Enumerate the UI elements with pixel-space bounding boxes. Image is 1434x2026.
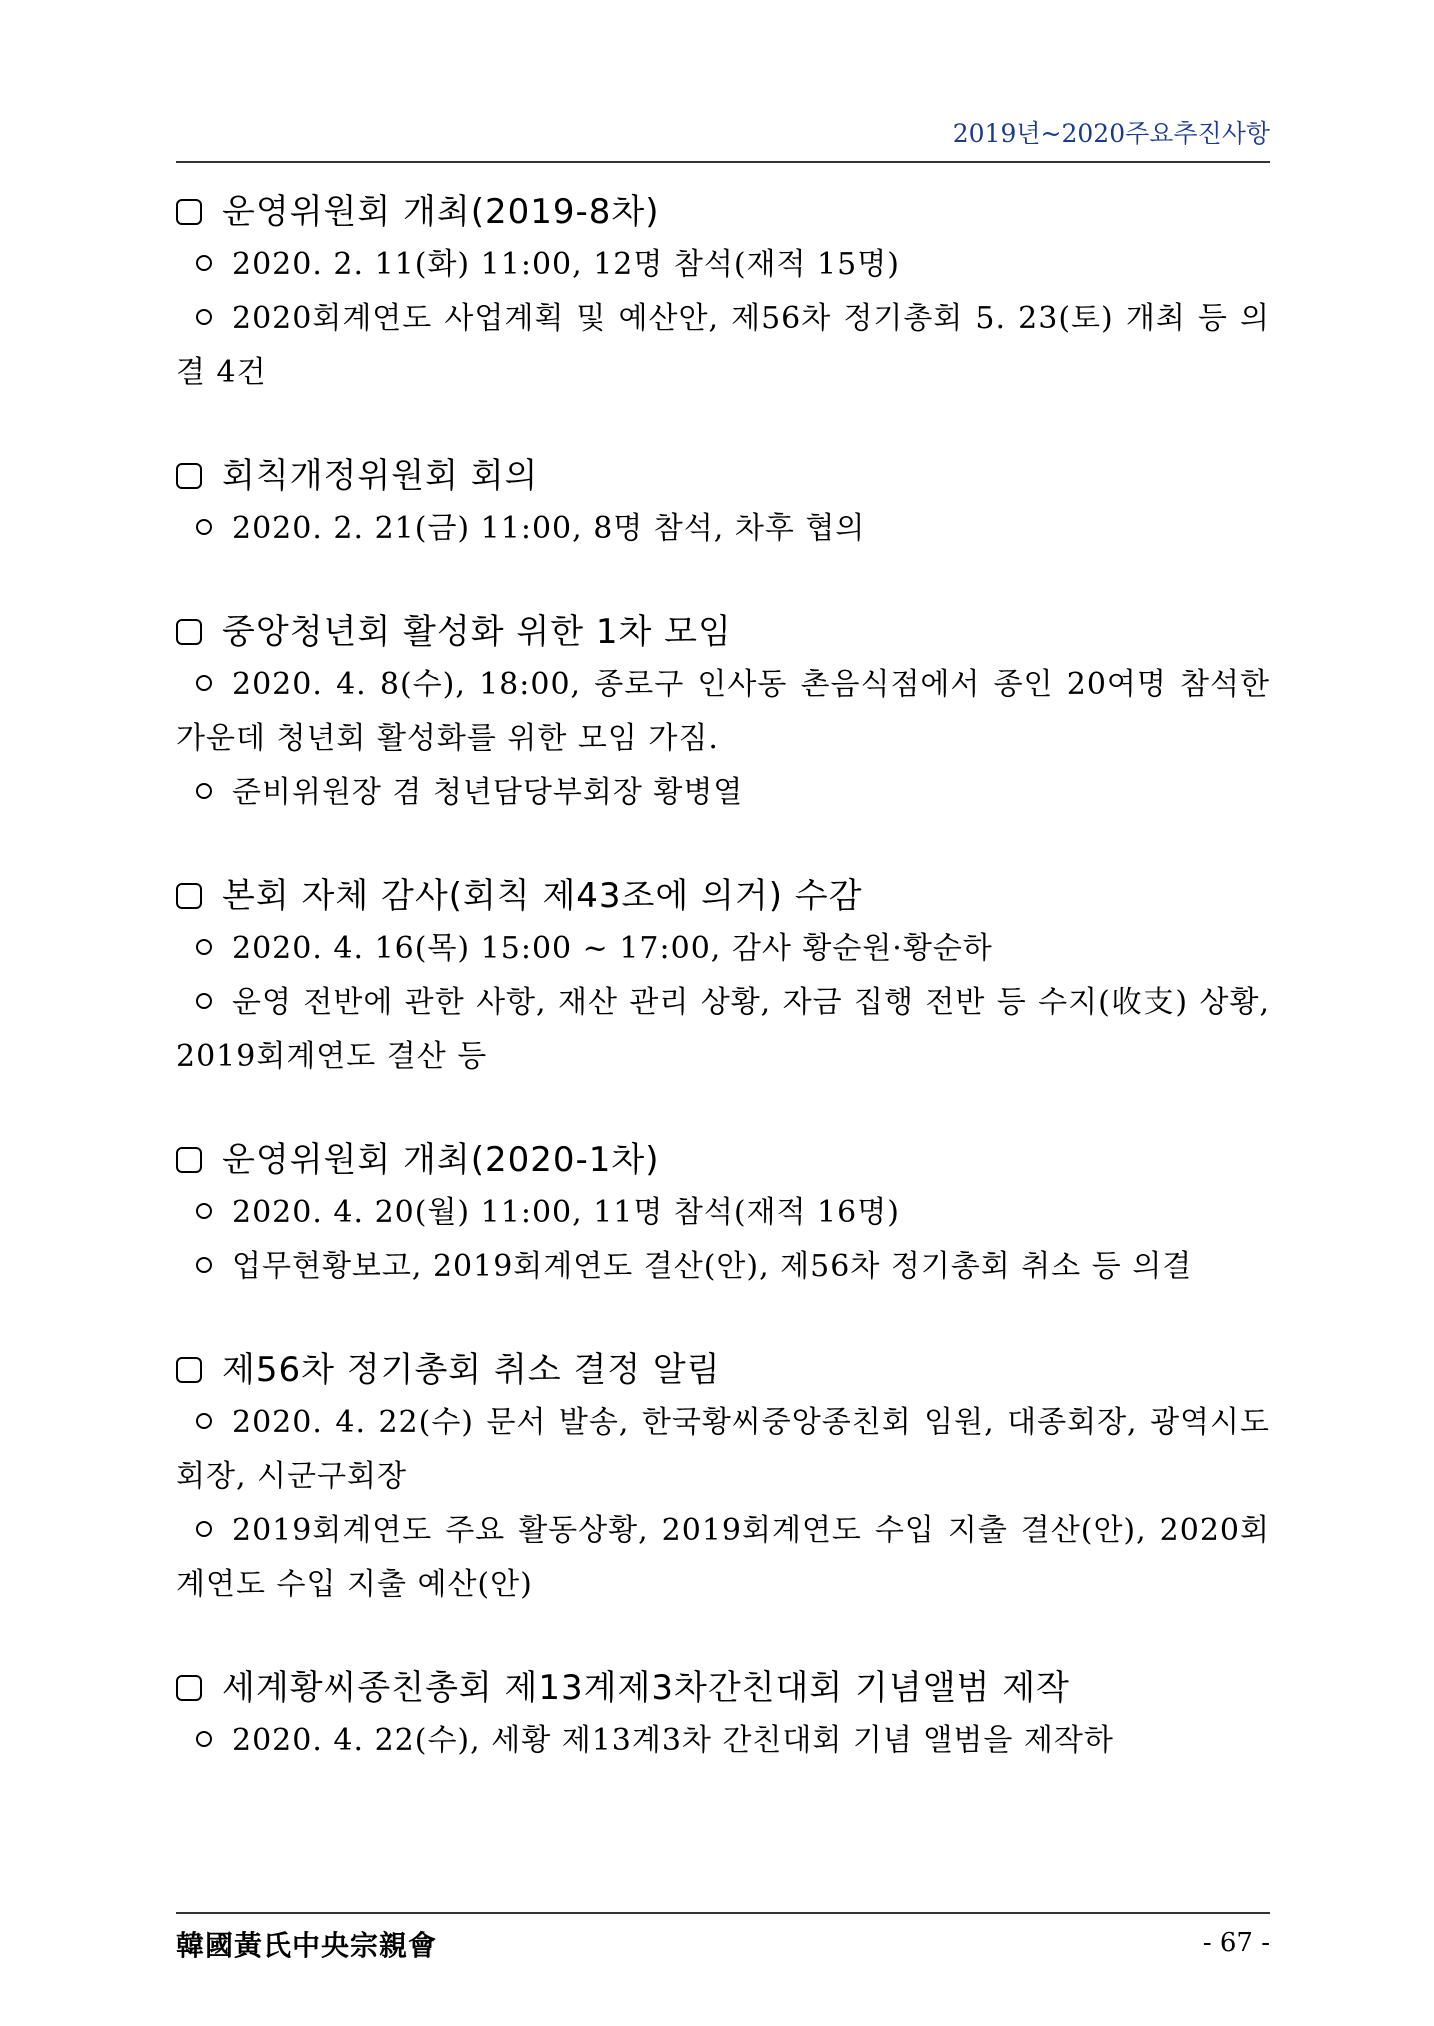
circle-bullet-icon xyxy=(196,1521,212,1537)
circle-bullet-icon xyxy=(196,1413,212,1429)
circle-bullet-icon xyxy=(196,309,212,325)
list-item xyxy=(176,238,1270,292)
list-item xyxy=(176,502,1270,556)
empty-square-icon xyxy=(176,619,202,645)
footer-organization-name: 韓國黃氏中央宗親會 xyxy=(176,1929,438,1962)
section-heading xyxy=(176,186,1270,238)
list-item-text: 2020. 4. 22(수), 세황 제13계3차 간친대회 기념 앨범을 제작하 xyxy=(232,1723,1114,1758)
page-header-title: 2019년~2020주요추진사항 xyxy=(952,119,1270,148)
empty-square-icon xyxy=(176,883,202,909)
section xyxy=(176,186,1270,400)
list-item xyxy=(176,1504,1270,1612)
circle-bullet-icon xyxy=(196,1257,212,1273)
section-title-text: 회칙개정위원회 회의 xyxy=(222,456,539,496)
list-item xyxy=(176,922,1270,976)
list-item-text: 운영 전반에 관한 사항, 재산 관리 상황, 자금 집행 전반 등 수지(收支) 상황, 2019회계연도 결산 등 xyxy=(176,985,1270,1074)
page-number: - 67 - xyxy=(1202,1928,1270,1958)
list-item xyxy=(176,1240,1270,1294)
list-item-text: 준비위원장 겸 청년담당부회장 황병열 xyxy=(232,775,744,810)
section xyxy=(176,450,1270,556)
circle-bullet-icon xyxy=(196,1731,212,1747)
empty-square-icon xyxy=(176,1675,202,1701)
section xyxy=(176,1344,1270,1612)
list-item xyxy=(176,1714,1270,1768)
header-divider xyxy=(176,161,1270,163)
section-heading xyxy=(176,606,1270,658)
section-heading xyxy=(176,1662,1270,1714)
footer-divider xyxy=(176,1912,1270,1914)
circle-bullet-icon xyxy=(196,1203,212,1219)
circle-bullet-icon xyxy=(196,783,212,799)
circle-bullet-icon xyxy=(196,255,212,271)
circle-bullet-icon xyxy=(196,519,212,535)
empty-square-icon xyxy=(176,463,202,489)
document-body xyxy=(176,186,1270,1818)
list-item xyxy=(176,766,1270,820)
list-item xyxy=(176,658,1270,766)
list-item xyxy=(176,292,1270,400)
section-title-text: 운영위원회 개최(2020-1차) xyxy=(222,1140,660,1180)
section xyxy=(176,870,1270,1084)
empty-square-icon xyxy=(176,1147,202,1173)
section-title-text: 운영위원회 개최(2019-8차) xyxy=(222,192,660,232)
section-heading xyxy=(176,1134,1270,1186)
section xyxy=(176,1662,1270,1768)
section xyxy=(176,606,1270,820)
circle-bullet-icon xyxy=(196,939,212,955)
section-heading xyxy=(176,450,1270,502)
list-item-text: 업무현황보고, 2019회계연도 결산(안), 제56차 정기총회 취소 등 의결 xyxy=(232,1249,1193,1284)
list-item-text: 2020. 4. 8(수), 18:00, 종로구 인사동 촌음식점에서 종인 20여명 참석한 가운데 청년회 활성화를 위한 모임 가짐. xyxy=(176,667,1270,756)
list-item-text: 2020회계연도 사업계획 및 예산안, 제56차 정기총회 5. 23(토) 개최 등 의결 4건 xyxy=(176,301,1270,390)
section-heading xyxy=(176,1344,1270,1396)
list-item xyxy=(176,1396,1270,1504)
list-item-text: 2020. 4. 16(목) 15:00 ~ 17:00, 감사 황순원·황순하 xyxy=(232,931,993,966)
list-item-text: 2020. 4. 20(월) 11:00, 11명 참석(재적 16명) xyxy=(232,1195,900,1230)
section-title-text: 중앙청년회 활성화 위한 1차 모임 xyxy=(222,612,732,652)
list-item xyxy=(176,1186,1270,1240)
list-item-text: 2019회계연도 주요 활동상황, 2019회계연도 수입 지출 결산(안), 2020회계연도 수입 지출 예산(안) xyxy=(176,1513,1270,1602)
section-title-text: 세계황씨종친총회 제13계제3차간친대회 기념앨범 제작 xyxy=(222,1668,1070,1708)
section-heading xyxy=(176,870,1270,922)
list-item xyxy=(176,976,1270,1084)
list-item-text: 2020. 4. 22(수) 문서 발송, 한국황씨중앙종친회 임원, 대종회장, 광역시도회장, 시군구회장 xyxy=(176,1405,1270,1494)
section xyxy=(176,1134,1270,1294)
list-item-text: 2020. 2. 21(금) 11:00, 8명 참석, 차후 협의 xyxy=(232,511,866,546)
section-title-text: 제56차 정기총회 취소 결정 알림 xyxy=(222,1350,721,1390)
empty-square-icon xyxy=(176,1357,202,1383)
empty-square-icon xyxy=(176,199,202,225)
circle-bullet-icon xyxy=(196,993,212,1009)
list-item-text: 2020. 2. 11(화) 11:00, 12명 참석(재적 15명) xyxy=(232,247,900,282)
section-title-text: 본회 자체 감사(회칙 제43조에 의거) 수감 xyxy=(222,876,863,916)
circle-bullet-icon xyxy=(196,675,212,691)
